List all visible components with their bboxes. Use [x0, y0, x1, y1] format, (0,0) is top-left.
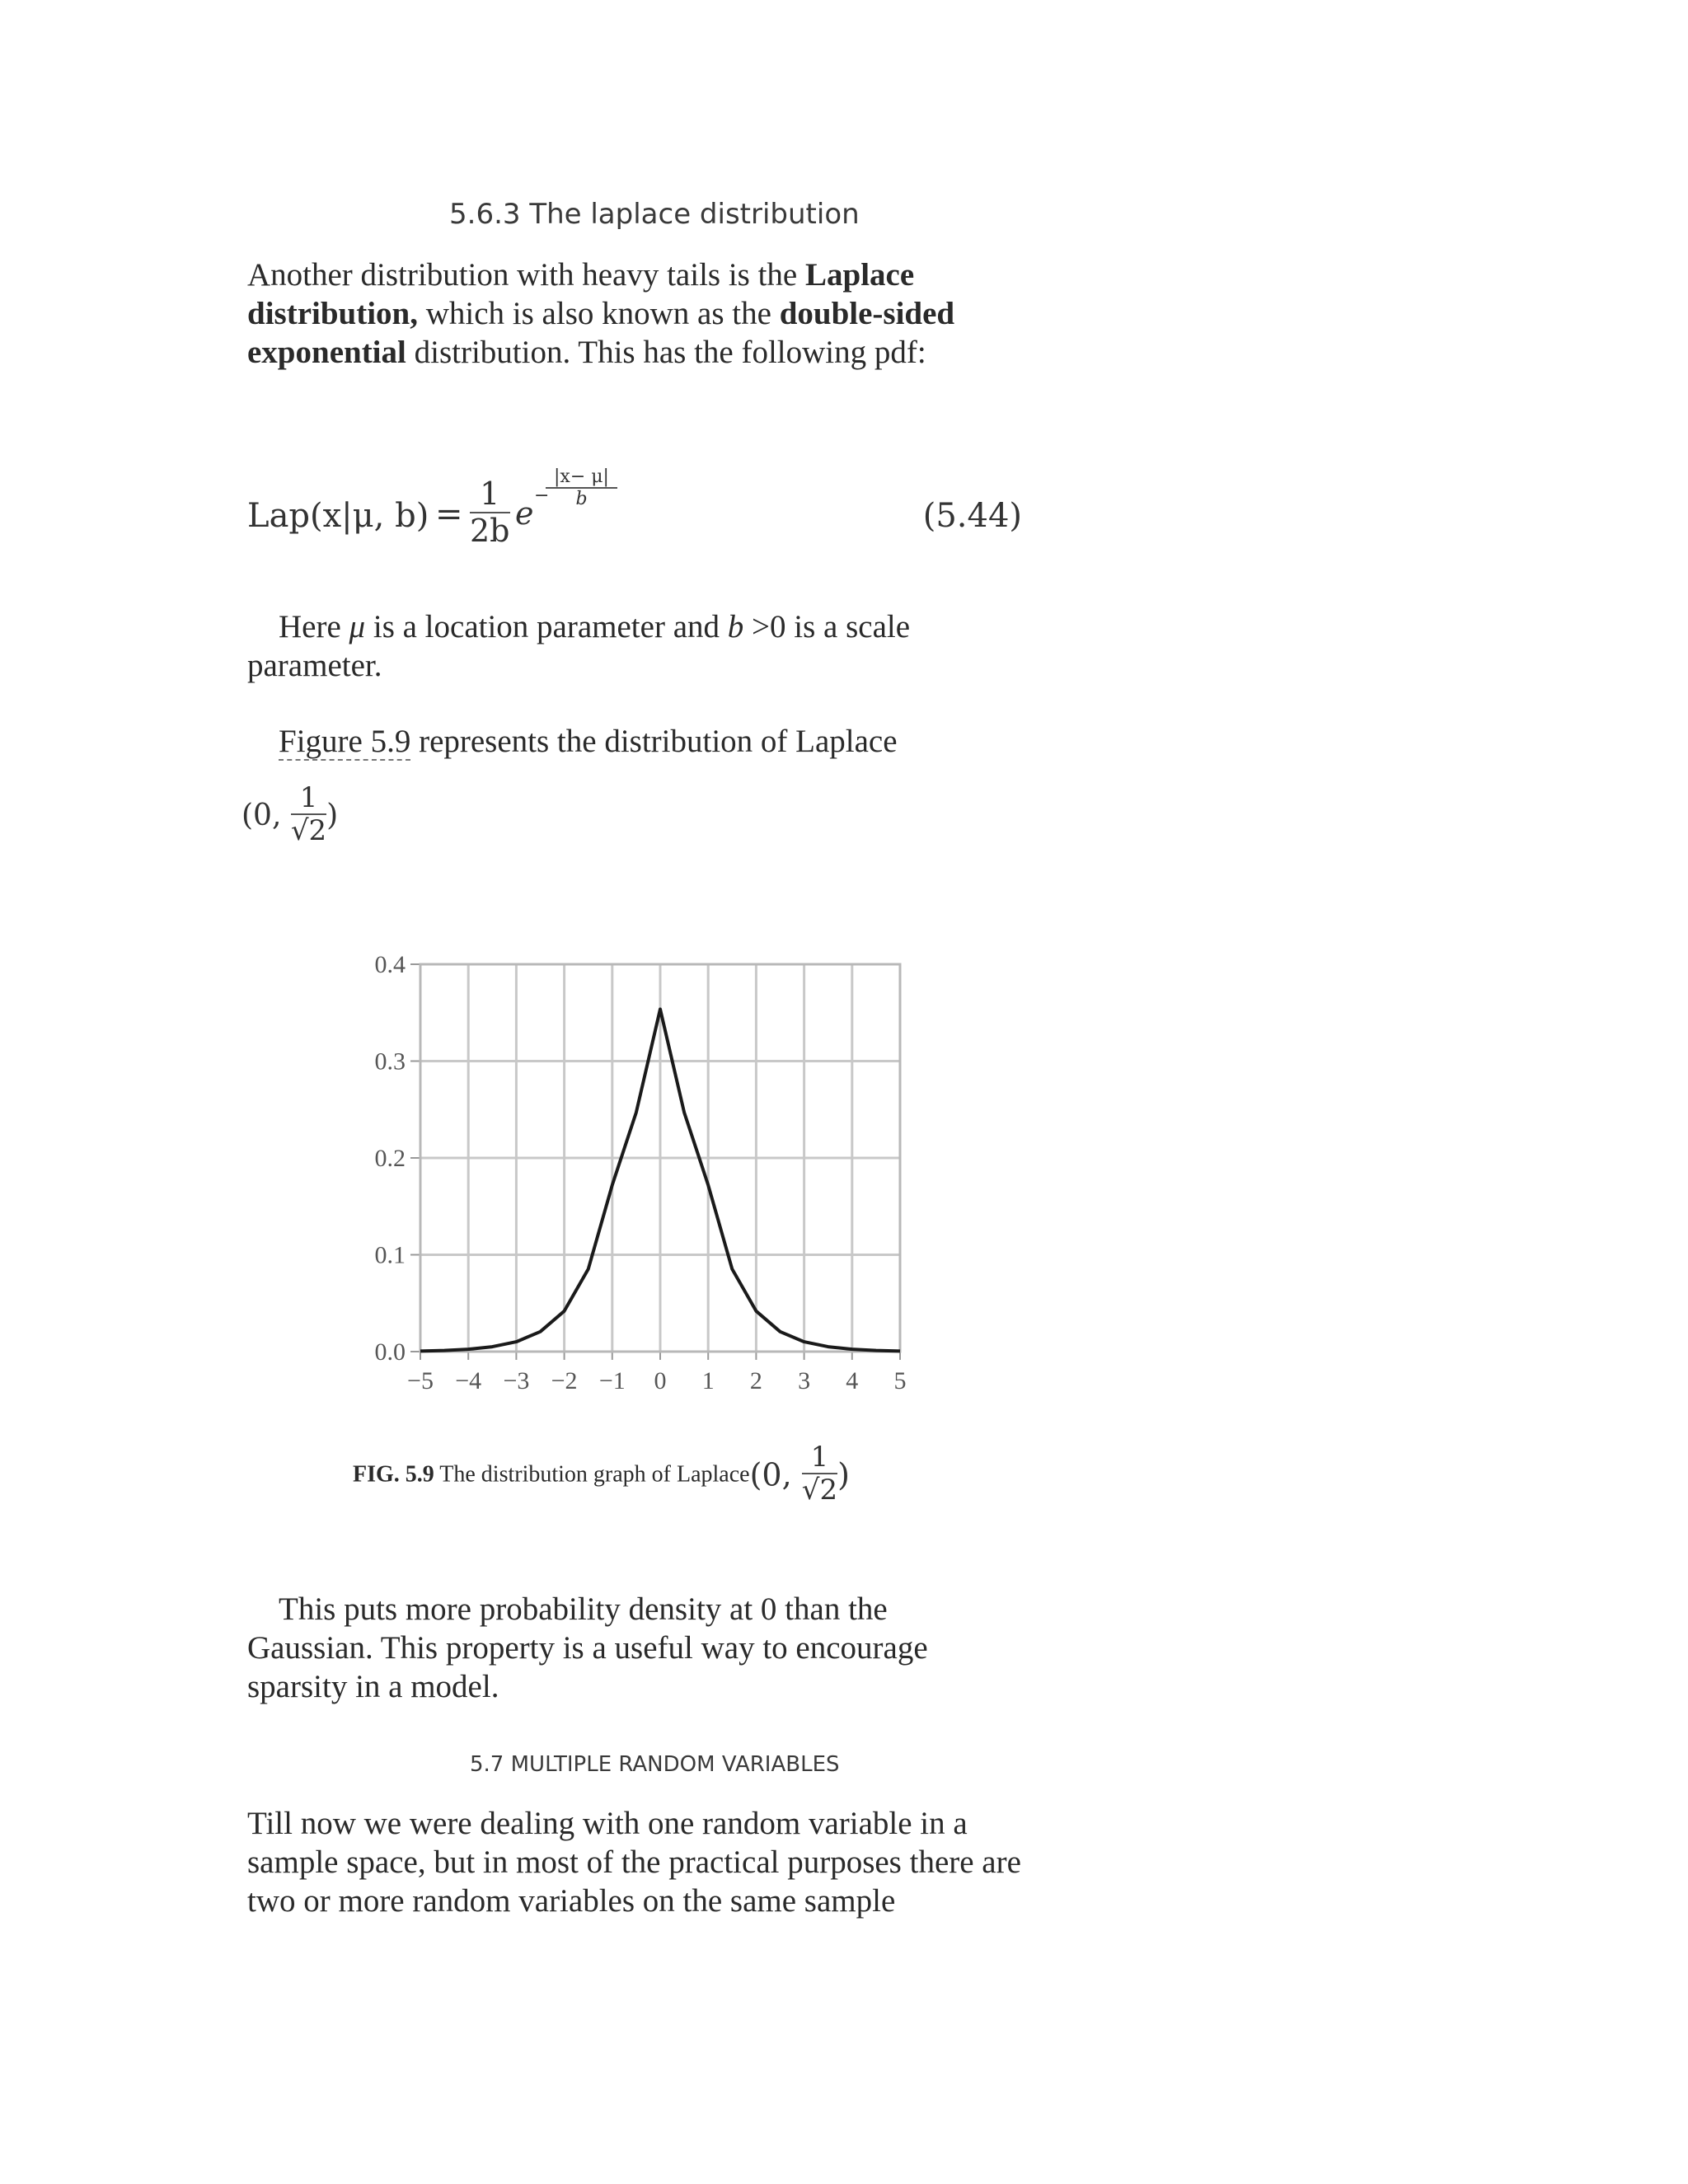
params-denominator: √2	[290, 814, 327, 848]
caption-fraction	[802, 1442, 837, 1507]
params-close: )	[326, 798, 339, 832]
y-tick-label: 0.1	[374, 1241, 406, 1269]
laplace-parameters-expression	[241, 783, 338, 847]
equation-lhs: Lap(x|μ, b)	[247, 497, 429, 535]
equation-exponent	[546, 467, 617, 509]
x-tick-label: −3	[503, 1367, 530, 1394]
final-paragraph: Till now we were dealing with one random variable in a sample space, but in most of the practical purposes there are two or more random variables on the same sample	[247, 1806, 1021, 1919]
x-tick-label: 4	[846, 1367, 859, 1394]
params-numerator: 1	[291, 783, 326, 815]
caption-denominator: √2	[801, 1474, 838, 1507]
intro-bold-double-sided: double-sided exponential	[247, 296, 955, 370]
x-tick-label: −5	[407, 1367, 434, 1394]
intro-text-2: which is also known as the	[417, 296, 780, 331]
equation-coefficient	[470, 477, 510, 549]
section-heading-2: 5.7 MULTIPLE RANDOM VARIABLES	[470, 1752, 840, 1777]
x-tick-label: −4	[455, 1367, 482, 1394]
figure-reference-paragraph	[279, 722, 898, 761]
caption-open: (0,	[749, 1456, 792, 1493]
param-text-2: is a location parameter and	[365, 609, 728, 644]
parameter-paragraph	[247, 607, 1006, 685]
y-tick-label: 0.2	[374, 1145, 406, 1172]
caption-close: )	[837, 1456, 850, 1493]
caption-text: The distribution graph of Laplace	[434, 1461, 750, 1488]
intro-bold-laplace: Laplace distribution,	[247, 257, 915, 331]
exponent-numerator: |x− μ|	[546, 467, 617, 489]
y-tick-labels	[375, 951, 406, 1366]
x-tick-label: 2	[749, 1367, 762, 1394]
x-tick-label: 3	[798, 1367, 811, 1394]
y-tick-label: 0.0	[374, 1338, 406, 1366]
x-tick-label: −2	[551, 1367, 578, 1394]
equation-equals: =	[435, 495, 463, 533]
x-tick-label: −1	[598, 1367, 626, 1394]
y-tick-label: 0.4	[374, 951, 406, 978]
params-fraction	[291, 783, 326, 847]
caption-expression	[749, 1441, 850, 1507]
exponent-minus: −	[534, 485, 550, 506]
coefficient-denominator: 2b	[470, 512, 510, 549]
params-open: (0,	[241, 798, 282, 832]
param-mu: μ	[349, 609, 366, 644]
equation-number: (5.44)	[922, 497, 1022, 535]
closing-paragraph: This puts more probability density at 0 than the Gaussian. This property is a useful way to encourage sparsity in a model.	[247, 1591, 928, 1704]
param-b: b	[727, 609, 744, 644]
intro-text-1: Another distribution with heavy tails is the	[247, 257, 805, 293]
laplace-equation	[247, 466, 1022, 565]
x-tick-label: 5	[893, 1367, 907, 1394]
caption-label: FIG. 5.9	[353, 1461, 434, 1488]
intro-paragraph	[247, 255, 1022, 372]
x-tick-label: 0	[654, 1367, 667, 1394]
x-tick-labels	[407, 1367, 906, 1394]
param-text-1: Here	[279, 609, 349, 644]
figure-caption	[353, 1442, 850, 1507]
equation-base-e: e	[515, 495, 534, 532]
section-heading: 5.6.3 The laplace distribution	[449, 198, 860, 231]
param-text-3: >0 is a scale parameter.	[247, 609, 911, 683]
x-tick-label: 1	[701, 1367, 715, 1394]
exponent-denominator: b	[575, 489, 588, 510]
laplace-distribution-chart	[346, 948, 940, 1418]
caption-numerator: 1	[802, 1442, 837, 1474]
intro-text-3: distribution. This has the following pdf:	[406, 335, 926, 370]
coefficient-numerator: 1	[470, 477, 510, 513]
figure-reference-text: represents the distribution of Laplace	[410, 724, 898, 759]
y-tick-label: 0.3	[374, 1047, 406, 1076]
grid-lines	[420, 964, 900, 1352]
figure-5-9-link[interactable]: Figure 5.9	[279, 724, 411, 759]
